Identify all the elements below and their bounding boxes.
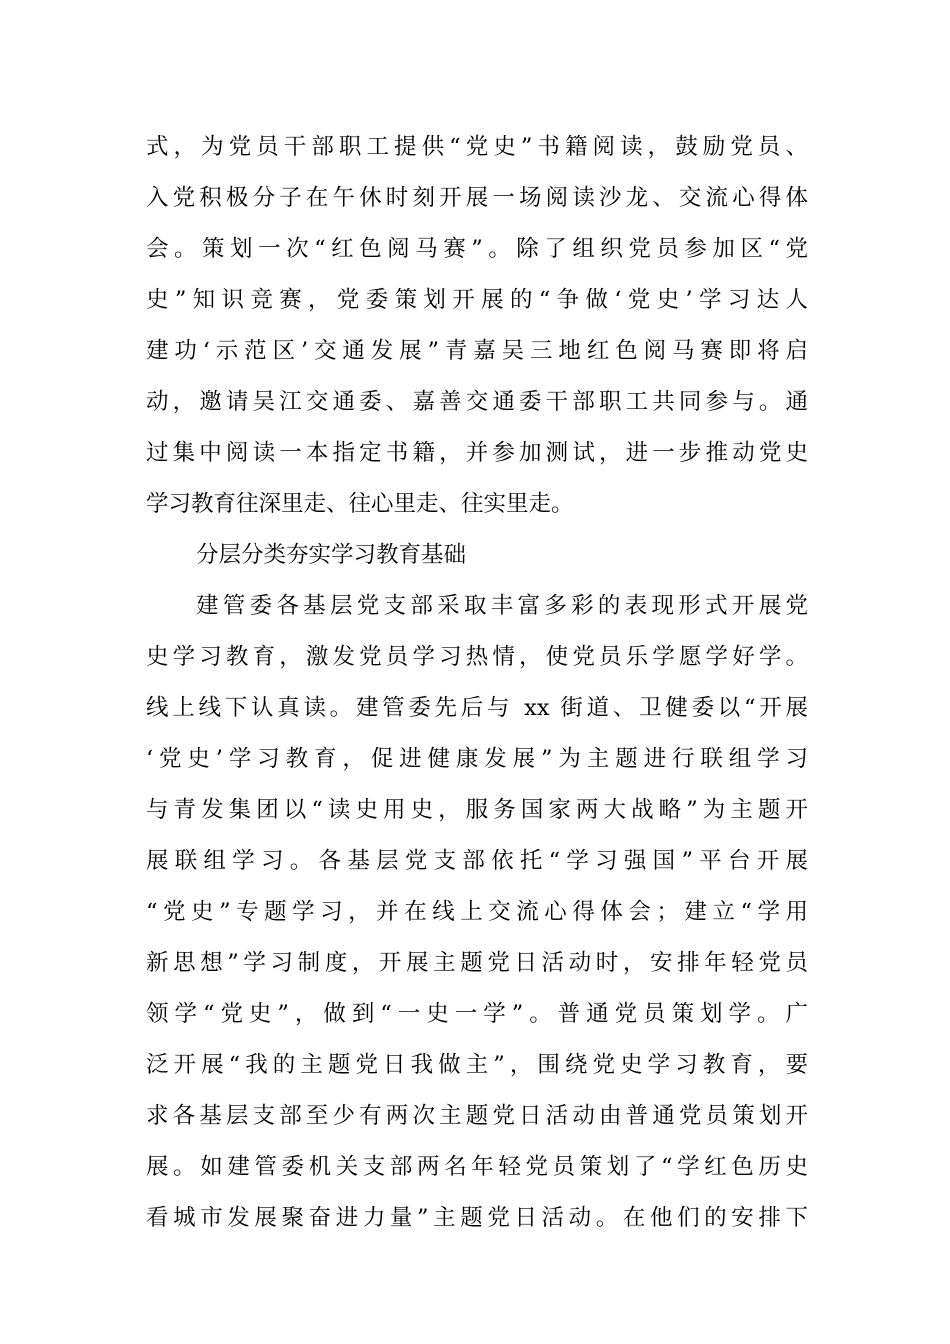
text-line: 学习教育往深里走、往心里走、往实里走。 <box>146 491 574 517</box>
text-line: 入党积极分子在午休时刻开展一场阅读沙龙、交流心得体 <box>146 185 808 211</box>
text-line: 建功‘示范区’交通发展”青嘉吴三地红色阅马赛即将启 <box>146 338 808 364</box>
paragraph-first-line: 建管委各基层党支部采取丰富多彩的表现形式开展党 <box>196 593 808 619</box>
text-line: “党史”专题学习，并在线上交流心得体会；建立“学用 <box>146 899 808 925</box>
text-line: 过集中阅读一本指定书籍，并参加测试，进一步推动党史 <box>146 440 808 466</box>
text-line: ‘党史’学习教育，促进健康发展”为主题进行联组学习 <box>146 746 808 772</box>
text-line: 与青发集团以“读史用史，服务国家两大战略”为主题开 <box>146 797 808 823</box>
text-line: 史”知识竞赛，党委策划开展的“争做‘党史’学习达人 <box>146 287 808 313</box>
document-body <box>146 122 808 1244</box>
text-line: 会。策划一次“红色阅马赛”。除了组织党员参加区“党 <box>146 236 808 262</box>
text-line: 展联组学习。各基层党支部依托“学习强国”平台开展 <box>146 848 808 874</box>
text-line: 泛开展“我的主题党日我做主”，围绕党史学习教育，要 <box>146 1052 808 1078</box>
text-line: 领学“党史”，做到“一史一学”。普通党员策划学。广 <box>146 1001 808 1027</box>
text-line: 式，为党员干部职工提供“党史”书籍阅读，鼓励党员、 <box>146 134 808 160</box>
text-line: 展。如建管委机关支部两名年轻党员策划了“学红色历史 <box>146 1154 808 1180</box>
text-line: 动，邀请吴江交通委、嘉善交通委干部职工共同参与。通 <box>146 389 808 415</box>
text-line: 线上线下认真读。建管委先后与 xx 街道、卫健委以“开展 <box>146 695 808 721</box>
text-line: 新思想”学习制度，开展主题党日活动时，安排年轻党员 <box>146 950 808 976</box>
section-heading: 分层分类夯实学习教育基础 <box>196 542 467 568</box>
text-line: 看城市发展聚奋进力量”主题党日活动。在他们的安排下 <box>146 1205 808 1231</box>
text-line: 求各基层支部至少有两次主题党日活动由普通党员策划开 <box>146 1103 808 1129</box>
text-line: 史学习教育，激发党员学习热情，使党员乐学愿学好学。 <box>146 644 808 670</box>
